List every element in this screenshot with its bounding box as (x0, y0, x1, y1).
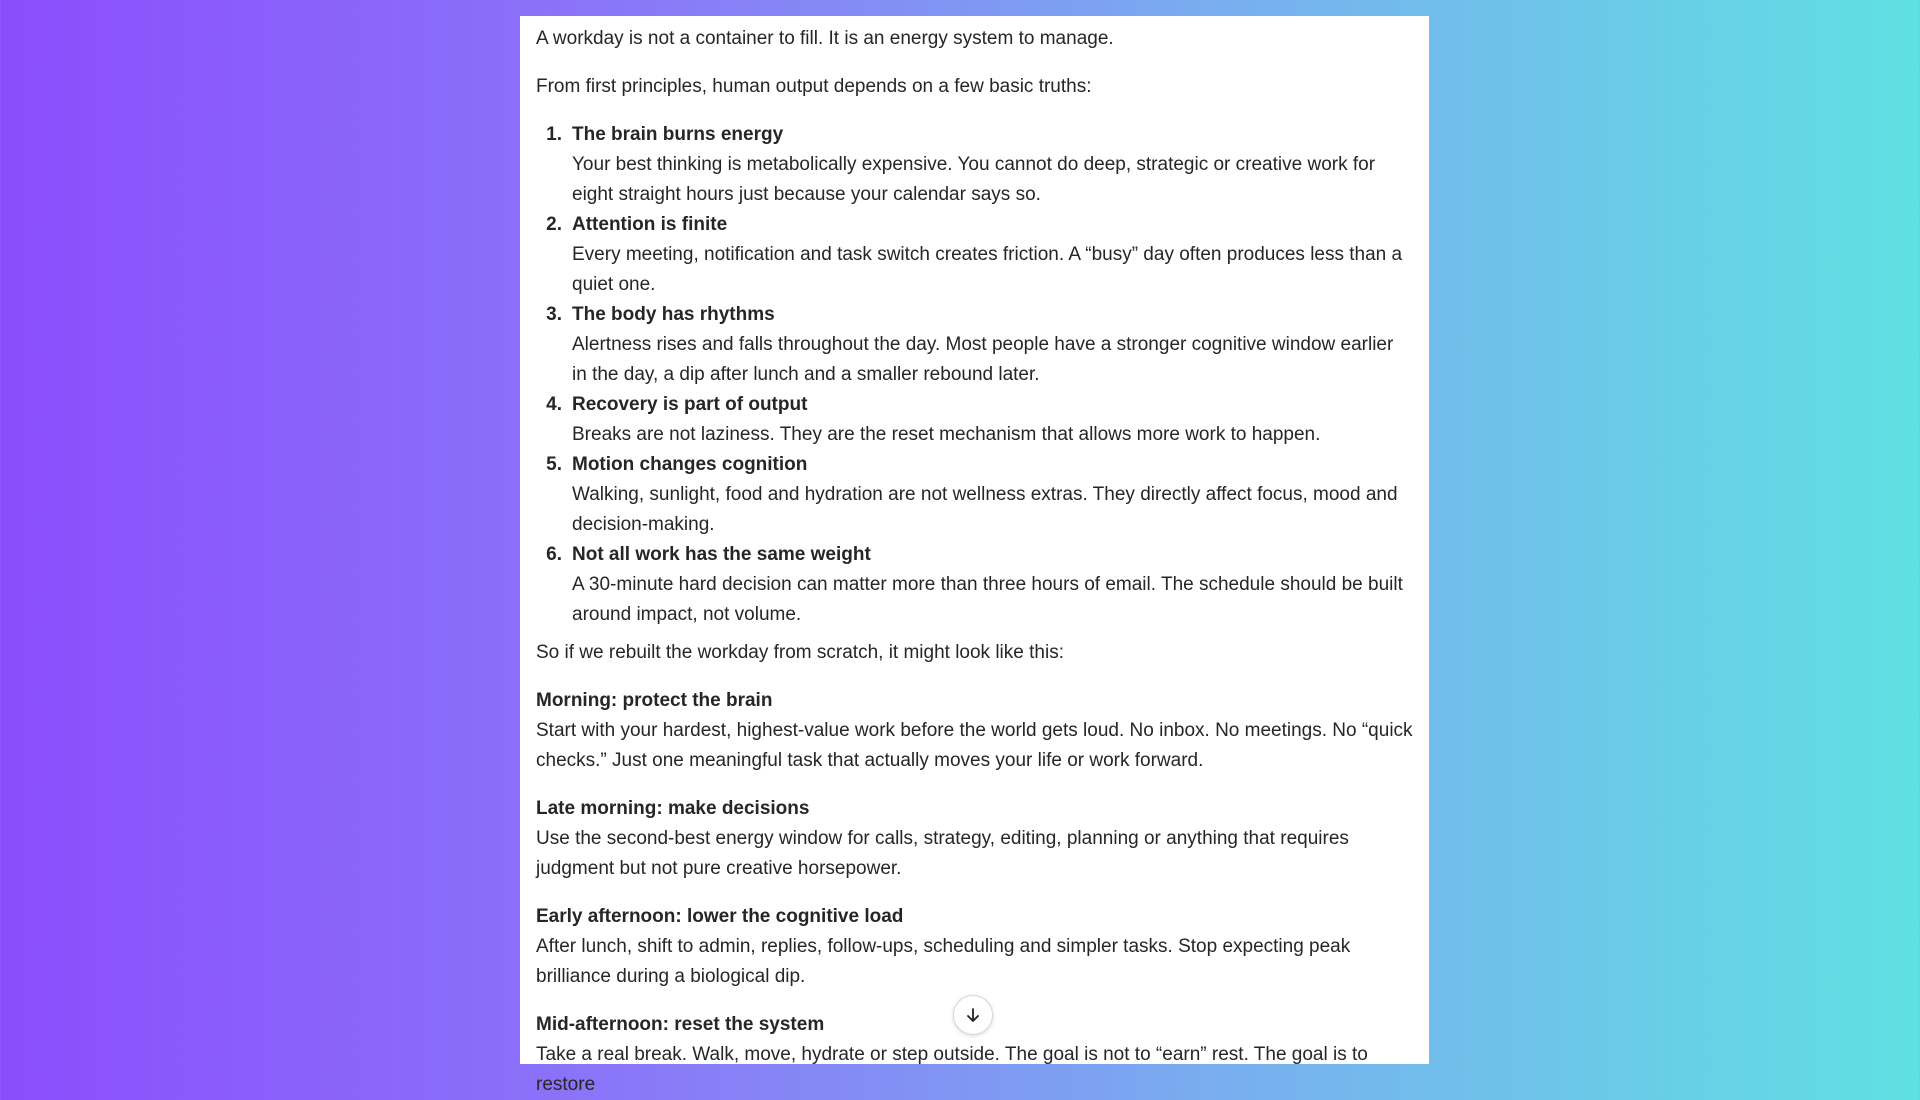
intro-line-1: A workday is not a container to fill. It is an energy system to manage. (536, 28, 1114, 49)
list-item-title: Not all work has the same weight (572, 544, 871, 565)
list-number: 1. (546, 124, 562, 145)
intro-line-2: From first principles, human output depends on a few basic truths: (536, 76, 1092, 97)
section-title: Morning: protect the brain (536, 690, 773, 711)
list-item-desc: Walking, sunlight, food and hydration are not wellness extras. They directly affect focus, mood and decision-making. (572, 484, 1398, 535)
list-number: 6. (546, 544, 562, 565)
list-number: 5. (546, 454, 562, 475)
arrow-down-icon (964, 1006, 982, 1024)
list-item-desc: Alertness rises and falls throughout the day. Most people have a stronger cognitive window earlier in the day, a dip after lunch and a smaller rebound later. (572, 334, 1394, 385)
principles-list (536, 120, 1413, 630)
section-desc: Start with your hardest, highest-value work before the world gets loud. No inbox. No meetings. No “quick checks.” Just one meaningful task that actually moves your life or work forward. (536, 720, 1413, 771)
list-item (536, 120, 1413, 210)
list-item-title: The body has rhythms (572, 304, 775, 325)
list-item (536, 390, 1413, 450)
list-item-title: Motion changes cognition (572, 454, 808, 475)
section-title: Mid-afternoon: reset the system (536, 1014, 825, 1035)
list-item (536, 300, 1413, 390)
section-desc: Take a real break. Walk, move, hydrate or step outside. The goal is not to “earn” rest. The goal is to restore (536, 1044, 1368, 1095)
section-title: Early afternoon: lower the cognitive load (536, 906, 904, 927)
list-item-desc: Your best thinking is metabolically expensive. You cannot do deep, strategic or creative work for eight straight hours just because your calendar says so. (572, 154, 1376, 205)
schedule-section (536, 902, 1413, 992)
list-item-desc: Every meeting, notification and task switch creates friction. A “busy” day often produces less than a quiet one. (572, 244, 1403, 295)
section-desc: After lunch, shift to admin, replies, follow-ups, scheduling and simpler tasks. Stop expecting peak brilliance during a biological dip. (536, 936, 1351, 987)
list-item-title: The brain burns energy (572, 124, 784, 145)
scroll-to-bottom-button[interactable] (953, 995, 993, 1035)
list-item-title: Recovery is part of output (572, 394, 808, 415)
list-number: 3. (546, 304, 562, 325)
list-item (536, 210, 1413, 300)
schedule-section (536, 794, 1413, 884)
list-number: 4. (546, 394, 562, 415)
transition-text: So if we rebuilt the workday from scratch, it might look like this: (536, 642, 1064, 663)
section-title: Late morning: make decisions (536, 798, 810, 819)
list-item-desc: Breaks are not laziness. They are the reset mechanism that allows more work to happen. (572, 424, 1321, 445)
list-number: 2. (546, 214, 562, 235)
schedule-section (536, 686, 1413, 776)
section-desc: Use the second-best energy window for calls, strategy, editing, planning or anything that requires judgment but not pure creative horsepower. (536, 828, 1349, 879)
response-panel (520, 16, 1429, 1095)
list-item (536, 450, 1413, 540)
list-item-desc: A 30-minute hard decision can matter more than three hours of email. The schedule should be built around impact, not volume. (572, 574, 1403, 625)
list-item-title: Attention is finite (572, 214, 728, 235)
list-item (536, 540, 1413, 630)
